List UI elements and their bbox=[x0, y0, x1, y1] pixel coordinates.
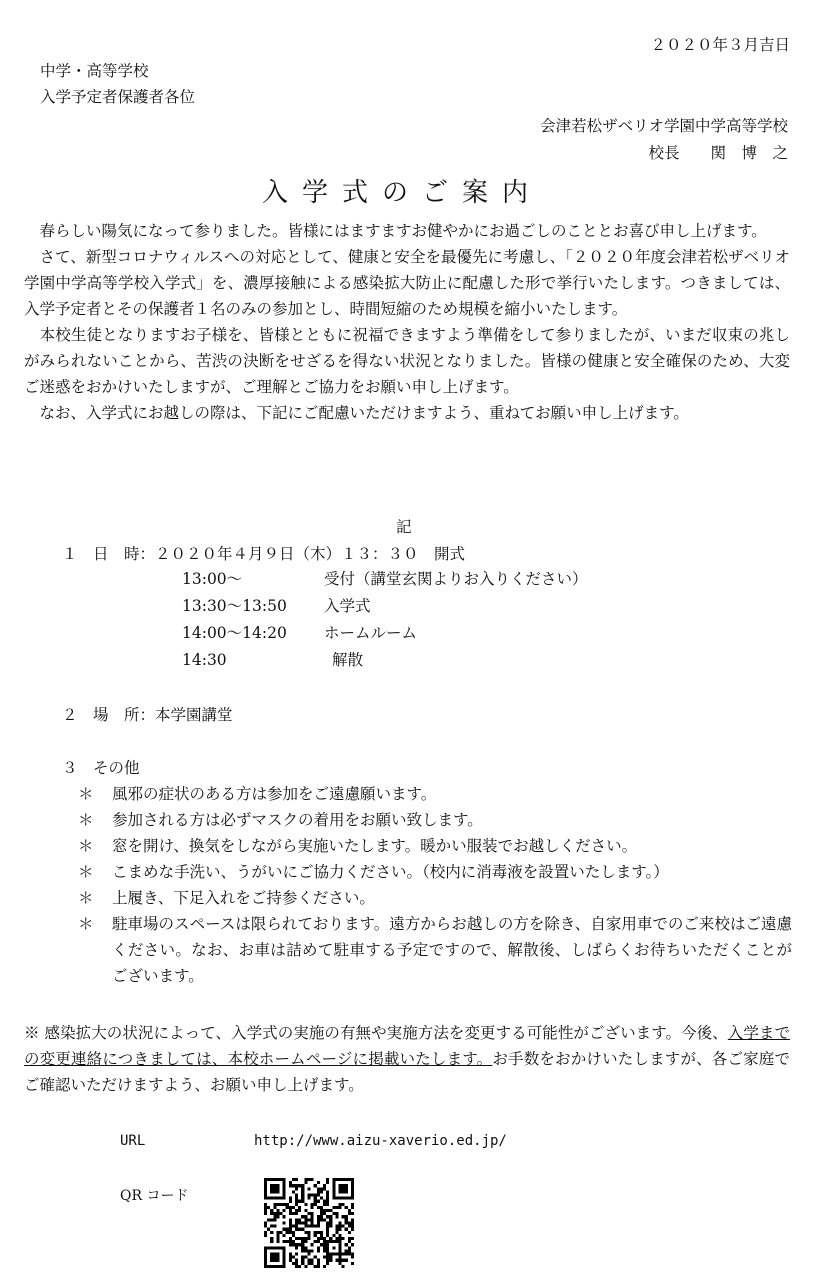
intro-paragraph-3: 本校生徒となりますお子様を、皆様とともに祝福できますよう準備をして参りましたが、いまだ収束の兆しがみられないことから、苦渋の決断をせざるを得ない状況となりました。皆様の健康と安全確保のため、大変ご迷惑をおかけいたしますが、ご理解とご協力をお願い申し上げます。 bbox=[24, 326, 790, 396]
item-3-other: ３ その他 bbox=[62, 759, 140, 777]
qr-label: QR コード bbox=[120, 1188, 189, 1204]
bullet-mark: ＊ bbox=[78, 863, 94, 881]
bullet-mark: ＊ bbox=[78, 915, 94, 933]
bullet-mark: ＊ bbox=[78, 785, 94, 803]
document-date: ２０２０年３月吉日 bbox=[650, 36, 790, 54]
url-label: URL bbox=[120, 1133, 146, 1149]
intro-body bbox=[24, 218, 790, 426]
recipient-line-1: 中学・高等学校 bbox=[40, 62, 149, 80]
schedule-time: 14:00～14:20 bbox=[182, 624, 287, 642]
schedule-time: 13:00～ bbox=[182, 570, 243, 588]
note-item: 参加される方は必ずマスクの着用をお願い致します。 bbox=[112, 811, 483, 829]
bullet-mark: ＊ bbox=[78, 837, 94, 855]
note-item: 窓を開け、換気をしながら実施いたします。暖かい服装でお越しください。 bbox=[112, 837, 638, 855]
notice-paragraph bbox=[24, 1020, 790, 1098]
intro-paragraph-1: 春らしい陽気になって参りました。皆様にはますますお健やかにお過ごしのこととお喜び申し上げます。 bbox=[24, 222, 767, 240]
item-2-location: ２ 場 所：本学園講堂 bbox=[62, 706, 233, 724]
notice-text: お手数をおかけいたしますが、各ご家庭でご確認いただけますよう、お願い申し上げます。 bbox=[24, 1050, 790, 1094]
bullet-mark: ＊ bbox=[78, 889, 94, 907]
sender-school: 会津若松ザベリオ学園中学高等学校 bbox=[540, 117, 788, 135]
sender-principal: 校長 関 博 之 bbox=[648, 144, 788, 162]
note-item: 上履き、下足入れをご持参ください。 bbox=[112, 889, 375, 907]
schedule-time: 13:30～13:50 bbox=[182, 597, 287, 615]
intro-paragraph-4: なお、入学式にお越しの際は、下記にご配慮いただけますよう、重ねてお願い申し上げます。 bbox=[24, 404, 689, 422]
page-title: 入学式のご案内 bbox=[262, 178, 543, 208]
intro-paragraph-2: さて、新型コロナウィルスへの対応として、健康と安全を最優先に考慮し、「２０２０年度会津若松ザベリオ学園中学高等学校入学式」を、濃厚接触による感染拡大防止に配慮した形で挙行いたします。つきましては、入学予定者とその保護者１名のみの参加とし、時間短縮のため規模を縮小いたします。 bbox=[24, 248, 790, 318]
note-item: 風邪の症状のある方は参加をご遠慮願います。 bbox=[112, 785, 437, 803]
qr-code-icon[interactable] bbox=[264, 1178, 354, 1268]
schedule-time: 14:30 bbox=[182, 651, 227, 669]
notice-underlined-text: 入学までの変更連絡につきましては、本校ホームページに掲載いたします。 bbox=[24, 1024, 790, 1068]
schedule-event: 入学式 bbox=[324, 597, 371, 615]
bullet-mark: ＊ bbox=[78, 811, 94, 829]
note-item: 駐車場のスペースは限られております。遠方からお越しの方を除き、自家用車でのご来校はご遠慮ください。なお、お車は詰めて駐車する予定ですので、解散後、しばらくお待ちいただくことがございます。 bbox=[112, 915, 792, 985]
schedule-event: ホームルーム bbox=[324, 624, 418, 642]
url-link[interactable]: http://www.aizu-xaverio.ed.jp/ bbox=[254, 1133, 507, 1149]
recipient-line-2: 入学予定者保護者各位 bbox=[40, 88, 196, 106]
item-1-datetime: １ 日 時：２０２０年４月９日（木）１３：３０ 開式 bbox=[62, 545, 466, 563]
notice-text: ※ 感染拡大の状況によって、入学式の実施の有無や実施方法を変更する可能性がございます。今後、 bbox=[24, 1024, 728, 1042]
note-item: こまめな手洗い、うがいにご協力ください。（校内に消毒液を設置いたします。） bbox=[112, 863, 669, 881]
schedule-event: 受付（講堂玄関よりお入りください） bbox=[324, 570, 588, 588]
schedule-event: 解散 bbox=[332, 651, 364, 669]
ki-heading: 記 bbox=[396, 518, 412, 536]
